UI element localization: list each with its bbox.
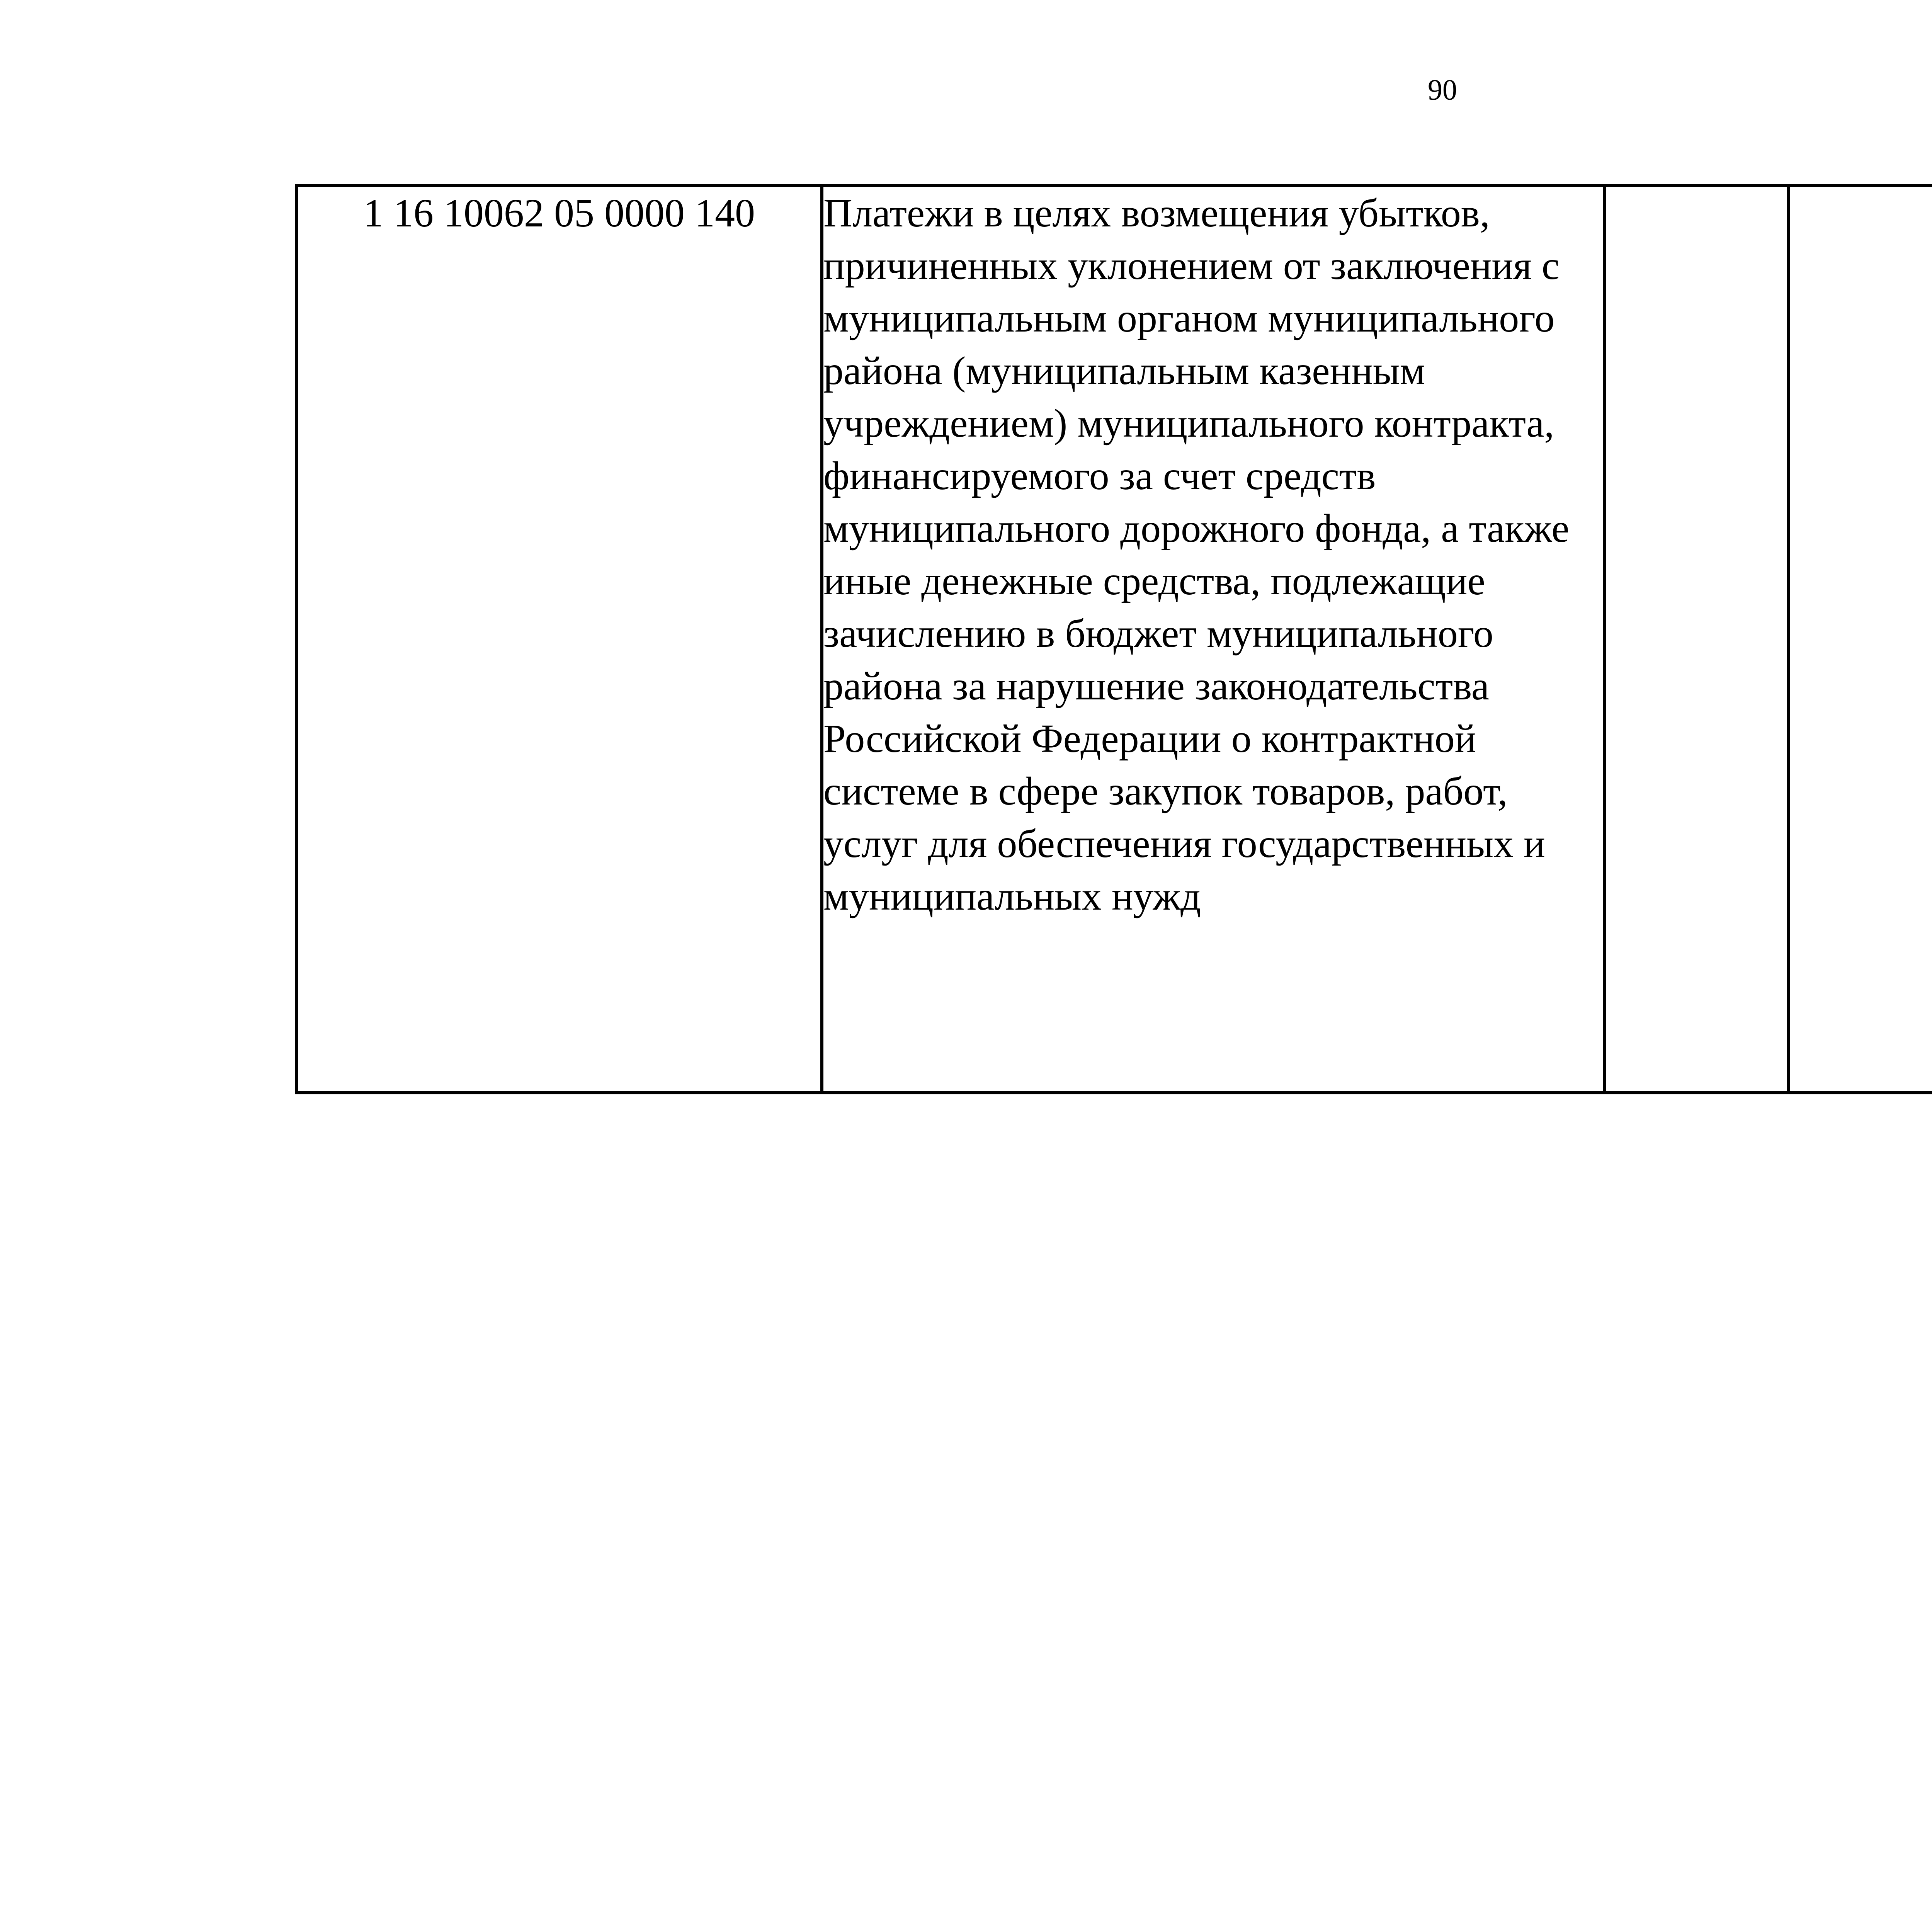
table-row: [296, 185, 1932, 1093]
table-cell-col3: [1605, 185, 1789, 1093]
table-cell-col4: [1789, 185, 1932, 1093]
revenue-table: [295, 184, 1932, 1094]
revenue-name-cell: Платежи в целях возмещения убытков, причиненных уклонением от заключения с муниципальным органом муниципального района (муниципальным казенным учреждением) муниципального контракта, финансируемого за счет средств муниципального дорожного фонда, а также иные денежные средства, подлежащие зачислению в бюджет муниципального района за нарушение законодательства Российской Федерации о контрактной системе в сфере закупок товаров, работ, услуг для обеспечения государственных и муниципальных нужд: [822, 185, 1605, 1093]
page-number: 90: [1428, 74, 1457, 106]
budget-classification-code-cell: 1 16 10062 05 0000 140: [296, 185, 822, 1093]
